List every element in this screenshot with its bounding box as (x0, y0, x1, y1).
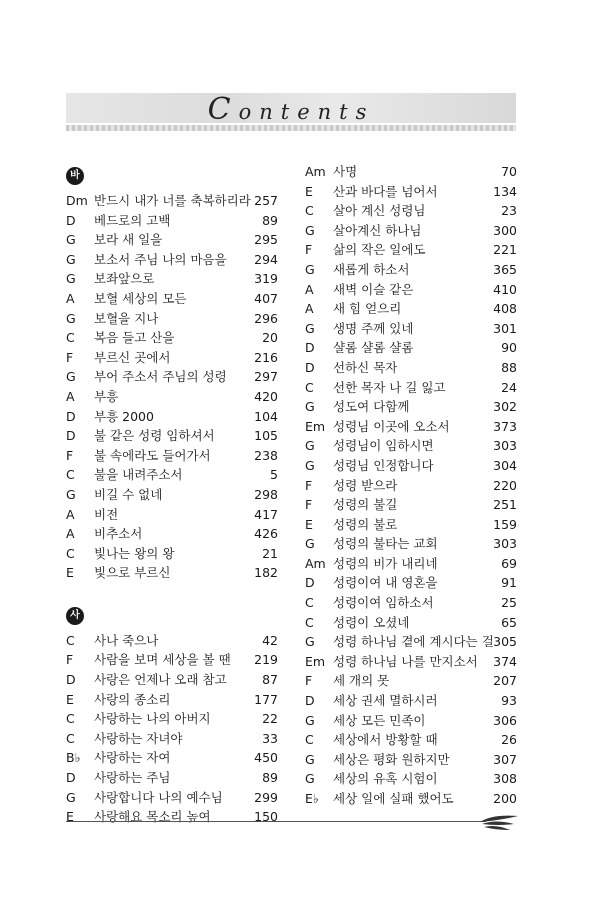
page-number: 182 (254, 565, 278, 581)
toc-entry (66, 230, 278, 250)
page-number: 407 (254, 290, 278, 306)
left-column (66, 162, 278, 827)
song-title: 성령님 이곳에 오소서 (333, 418, 450, 434)
song-key: C (305, 732, 314, 748)
toc-entry (66, 768, 278, 788)
page-number: 221 (493, 242, 517, 258)
page-number: 426 (254, 526, 278, 542)
song-title: 부어 주소서 주님의 성령 (94, 369, 227, 385)
song-key: G (305, 712, 315, 728)
song-title: 선하신 목자 (333, 359, 398, 375)
song-title: 사랑은 언제나 오래 참고 (94, 672, 227, 688)
page-number: 216 (254, 349, 278, 365)
page-number: 90 (501, 340, 517, 356)
page-number: 301 (493, 320, 517, 336)
song-title: 보소서 주님 나의 마음을 (94, 251, 227, 267)
song-key: G (66, 789, 76, 805)
song-key: G (305, 438, 315, 454)
toc-entry (66, 650, 278, 670)
toc-entry (305, 319, 517, 339)
song-title: 세상은 평화 원하지만 (333, 751, 450, 767)
page-number: 200 (493, 791, 517, 806)
toc-entry (66, 788, 278, 808)
page-title-rest: ontents (238, 100, 375, 124)
toc-entry (305, 730, 517, 750)
footer-rule (66, 821, 486, 822)
toc-entry (66, 563, 278, 583)
song-key: G (305, 634, 315, 650)
toc-entry (305, 671, 517, 691)
song-title: 반드시 내가 너를 축복하리라 (94, 193, 251, 208)
song-title: 빛으로 부르신 (94, 565, 171, 581)
song-key: G (66, 232, 76, 248)
page-number: 105 (254, 428, 278, 444)
page-number: 308 (493, 771, 517, 787)
song-title: 성령 하나님 나를 만지소서 (333, 653, 478, 669)
toc-entry (305, 750, 517, 770)
toc-entry (66, 670, 278, 690)
song-key: C (66, 711, 75, 727)
page-number: 294 (254, 251, 278, 267)
song-key: G (305, 771, 315, 787)
page-number: 42 (262, 632, 278, 648)
song-title: 부흥 2000 (94, 408, 154, 424)
song-title: 보좌앞으로 (94, 271, 155, 287)
page-number: 251 (493, 497, 517, 513)
page-number: 33 (262, 730, 278, 746)
page-number: 23 (501, 203, 517, 219)
song-key: E (305, 516, 313, 532)
toc-entry (305, 417, 517, 437)
song-title: 보혈을 지나 (94, 310, 159, 326)
toc-entry (305, 554, 517, 574)
song-key: C (305, 379, 314, 395)
song-key: G (305, 261, 315, 277)
song-title: 불을 내려주소서 (94, 467, 183, 483)
song-title: 살아 계신 성령님 (333, 203, 426, 219)
song-key: D (305, 575, 315, 591)
song-title: 성령의 불길 (333, 497, 398, 513)
toc-entry (66, 748, 278, 768)
toc-entry (305, 260, 517, 280)
page-number: 238 (254, 447, 278, 463)
song-key: E (305, 183, 313, 199)
toc-entry (66, 250, 278, 270)
song-title: 불 같은 성령 임하셔서 (94, 428, 215, 444)
song-key: C (305, 614, 314, 630)
song-title: 보라 새 일을 (94, 232, 163, 248)
song-title: 비추소서 (94, 526, 143, 542)
toc-entry (66, 690, 278, 710)
toc-entry (305, 534, 517, 554)
song-title: 사나 죽으나 (94, 632, 159, 648)
toc-entry (305, 338, 517, 358)
song-key: C (305, 595, 314, 611)
song-key: E (66, 691, 74, 707)
page-number: 296 (254, 310, 278, 326)
page-number: 207 (493, 673, 517, 689)
toc-entry (305, 711, 517, 731)
song-key: A (66, 506, 75, 522)
song-key: Dm (66, 193, 88, 208)
page-number: 410 (493, 281, 517, 297)
song-key: Em (305, 418, 326, 434)
page-number: 91 (501, 575, 517, 591)
song-key: D (66, 408, 76, 424)
page-number: 306 (493, 712, 517, 728)
song-title: 사랑해요 목소리 높여 (94, 809, 211, 825)
toc-entry (305, 632, 517, 652)
song-title: 성령의 불타는 교회 (333, 536, 438, 552)
song-key: C (66, 730, 75, 746)
song-title: 불 속에라도 들어가서 (94, 447, 211, 463)
song-title: 사랑하는 나의 아버지 (94, 711, 211, 727)
song-key: G (305, 536, 315, 552)
song-key: G (66, 271, 76, 287)
toc-entry (305, 456, 517, 476)
song-key: C (66, 632, 75, 648)
section-header (66, 602, 278, 631)
song-key: D (66, 770, 76, 786)
section-header (66, 162, 278, 191)
toc-entry (305, 182, 517, 202)
toc-entry (305, 691, 517, 711)
song-key: G (66, 369, 76, 385)
song-key: F (66, 447, 74, 463)
song-title: 사람을 보며 세상을 볼 땐 (94, 652, 231, 668)
song-title: 새 힘 얻으리 (333, 301, 402, 317)
page-number: 5 (270, 467, 278, 483)
song-key: C (66, 467, 75, 483)
page-number: 373 (493, 418, 517, 434)
song-key: Am (305, 555, 326, 571)
toc-entry (305, 240, 517, 260)
page-number: 417 (254, 506, 278, 522)
toc-entry (305, 613, 517, 633)
page-number: 22 (262, 711, 278, 727)
page-number: 303 (493, 536, 517, 552)
song-title: 사명 (333, 164, 358, 179)
song-title: 성령이 오셨네 (333, 614, 410, 630)
song-key: A (305, 281, 314, 297)
song-key: G (305, 320, 315, 336)
page-number: 257 (254, 193, 278, 208)
page-number: 450 (254, 750, 278, 766)
page-number: 177 (254, 691, 278, 707)
song-key: C (66, 330, 75, 346)
song-key: F (305, 497, 313, 513)
page-number: 420 (254, 388, 278, 404)
song-key: E (66, 565, 74, 581)
toc-entry (66, 309, 278, 329)
page-number: 220 (493, 477, 517, 493)
toc-entry (66, 407, 278, 427)
toc-entry (66, 289, 278, 309)
song-key: G (305, 399, 315, 415)
toc-entry (66, 446, 278, 466)
toc-entry (66, 505, 278, 525)
page-number: 65 (501, 614, 517, 630)
toc-entry (66, 191, 278, 211)
right-column (305, 162, 517, 809)
toc-entry (305, 593, 517, 613)
song-title: 사랑하는 자녀야 (94, 730, 183, 746)
page-number: 104 (254, 408, 278, 424)
song-title: 보혈 세상의 모든 (94, 290, 187, 306)
page-number: 305 (493, 634, 517, 650)
song-title: 사랑하는 주님 (94, 770, 171, 786)
song-title: 생명 주께 있네 (333, 320, 414, 336)
song-title: 세상의 유혹 시험이 (333, 771, 438, 787)
page-number: 69 (501, 555, 517, 571)
page-number: 26 (501, 732, 517, 748)
song-title: 산과 바다를 넘어서 (333, 183, 438, 199)
page-number: 70 (501, 164, 517, 179)
toc-entry (66, 348, 278, 368)
song-title: 샬롬 샬롬 샬롬 (333, 340, 414, 356)
page-number: 304 (493, 457, 517, 473)
song-title: 세상에서 방황할 때 (333, 732, 438, 748)
toc-entry (305, 495, 517, 515)
song-title: 세상 권세 멸하시러 (333, 693, 438, 709)
toc-entry (66, 544, 278, 564)
page-number: 89 (262, 212, 278, 228)
song-key: G (305, 457, 315, 473)
song-key: G (305, 751, 315, 767)
toc-entry (66, 709, 278, 729)
page-number: 299 (254, 789, 278, 805)
section-badge: 사 (66, 607, 84, 625)
toc-entry (305, 201, 517, 221)
page-number: 20 (262, 330, 278, 346)
song-title: 성령이여 내 영혼을 (333, 575, 438, 591)
song-key: E (66, 809, 74, 825)
song-title: 세 개의 못 (333, 673, 390, 689)
song-key: D (305, 359, 315, 375)
toc-entry (66, 485, 278, 505)
toc-entry (305, 769, 517, 789)
song-key: A (66, 526, 75, 542)
song-title: 성령님 인정합니다 (333, 457, 434, 473)
song-title: 부르신 곳에서 (94, 349, 171, 365)
song-title: 세상 모든 민족이 (333, 712, 426, 728)
section-badge: 바 (66, 167, 84, 185)
page-number: 374 (493, 653, 517, 669)
song-key: A (66, 388, 75, 404)
page-number: 302 (493, 399, 517, 415)
song-title: 성령의 비가 내리네 (333, 555, 438, 571)
toc-entry (305, 280, 517, 300)
page-number: 298 (254, 486, 278, 502)
page-number: 365 (493, 261, 517, 277)
toc-entry (66, 367, 278, 387)
page-number: 89 (262, 770, 278, 786)
song-title: 세상 일에 실패 했어도 (333, 791, 454, 806)
song-title: 복음 들고 산을 (94, 330, 175, 346)
song-title: 베드로의 고백 (94, 212, 171, 228)
toc-entry (66, 426, 278, 446)
song-key: F (66, 652, 74, 668)
toc-entry (66, 328, 278, 348)
toc-entry (305, 515, 517, 535)
page-number: 21 (262, 545, 278, 561)
toc-entry (305, 573, 517, 593)
toc-entry (305, 358, 517, 378)
page-number: 88 (501, 359, 517, 375)
song-key: D (66, 428, 76, 444)
song-key: F (66, 349, 74, 365)
toc-entry (66, 807, 278, 827)
toc-entry (66, 631, 278, 651)
song-key: G (305, 222, 315, 238)
toc-entry (66, 524, 278, 544)
song-key: E♭ (305, 791, 319, 806)
toc-entry (305, 652, 517, 672)
toc-entry (305, 299, 517, 319)
page-title (66, 92, 516, 127)
song-key: F (305, 477, 313, 493)
toc-entry (305, 162, 517, 182)
page-number: 93 (501, 693, 517, 709)
song-key: C (305, 203, 314, 219)
song-key: G (66, 486, 76, 502)
song-title: 새롭게 하소서 (333, 261, 410, 277)
song-key: D (305, 340, 315, 356)
page-number: 300 (493, 222, 517, 238)
toc-entry (66, 269, 278, 289)
song-title: 비길 수 없네 (94, 486, 163, 502)
song-key: D (305, 693, 315, 709)
page-number: 408 (493, 301, 517, 317)
song-title: 성령 받으라 (333, 477, 398, 493)
song-title: 새벽 이슬 같은 (333, 281, 414, 297)
page-title-initial: C (207, 92, 239, 127)
song-key: D (66, 212, 76, 228)
leaf-ornament-icon (478, 810, 520, 832)
toc-entry (305, 789, 517, 809)
song-title: 선한 목자 나 길 잃고 (333, 379, 446, 395)
song-title: 삶의 작은 일에도 (333, 242, 426, 258)
song-key: B♭ (66, 750, 81, 766)
page-number: 159 (493, 516, 517, 532)
page-number: 319 (254, 271, 278, 287)
page-number: 303 (493, 438, 517, 454)
page-number: 25 (501, 595, 517, 611)
song-title: 빛나는 왕의 왕 (94, 545, 175, 561)
toc-entry (66, 465, 278, 485)
section-gap (66, 583, 278, 602)
song-title: 성령 하나님 곁에 계시다는 걸 (333, 634, 494, 650)
song-key: Em (305, 653, 326, 669)
page-number: 24 (501, 379, 517, 395)
toc-entry (66, 211, 278, 231)
song-key: F (305, 242, 313, 258)
song-key: D (66, 672, 76, 688)
toc-entry (305, 221, 517, 241)
song-title: 성령님이 임하시면 (333, 438, 434, 454)
song-title: 성령이여 임하소서 (333, 595, 434, 611)
song-key: G (66, 251, 76, 267)
page-number: 295 (254, 232, 278, 248)
song-title: 사랑합니다 나의 예수님 (94, 789, 223, 805)
page-number: 219 (254, 652, 278, 668)
toc-entry (66, 387, 278, 407)
toc-entry (305, 378, 517, 398)
page-number: 87 (262, 672, 278, 688)
song-title: 부흥 (94, 388, 119, 404)
page-number: 134 (493, 183, 517, 199)
toc-entry (305, 476, 517, 496)
song-key: A (305, 301, 314, 317)
song-key: F (305, 673, 313, 689)
toc-entry (305, 397, 517, 417)
page-number: 297 (254, 369, 278, 385)
song-key: Am (305, 164, 326, 179)
toc-entry (66, 729, 278, 749)
toc-entry (305, 436, 517, 456)
song-title: 살아계신 하나님 (333, 222, 422, 238)
song-key: A (66, 290, 75, 306)
song-title: 사랑하는 자여 (94, 750, 171, 766)
page-number: 150 (254, 809, 278, 825)
song-title: 사랑의 종소리 (94, 691, 171, 707)
song-title: 비전 (94, 506, 119, 522)
page-number: 307 (493, 751, 517, 767)
song-key: G (66, 310, 76, 326)
song-key: C (66, 545, 75, 561)
song-title: 성도여 다함께 (333, 399, 410, 415)
song-title: 성령의 불로 (333, 516, 398, 532)
